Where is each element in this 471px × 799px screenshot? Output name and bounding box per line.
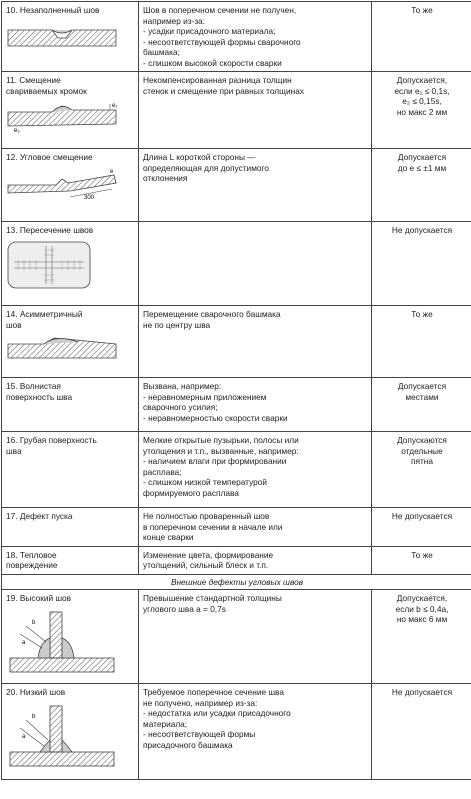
- rating-text: То же: [376, 309, 468, 320]
- defect-cell: [2, 508, 139, 547]
- high-fillet-weld-sketch: [6, 608, 118, 676]
- cause-text: Некомпенсированная разница толщин стенок и смещение при равных толщинах: [143, 75, 367, 96]
- defect-cell: [2, 684, 139, 780]
- rating-text: Не допускается: [376, 687, 468, 698]
- cause-cell: [139, 546, 372, 574]
- rating-cell: [372, 378, 471, 432]
- cause-cell: [139, 432, 372, 508]
- rating-cell: [372, 222, 471, 306]
- asymmetric-weld-sketch: [6, 334, 118, 362]
- fig-label-b: b: [32, 620, 36, 626]
- cause-cell: [139, 149, 372, 222]
- table-row: [2, 508, 471, 547]
- fig-label-b: b: [32, 714, 36, 720]
- table-row: [2, 432, 471, 508]
- cause-cell: [139, 508, 372, 547]
- cause-text: Перемещение сварочного башмака не по центру шва: [143, 309, 367, 330]
- defect-cell: [2, 432, 139, 508]
- defect-label: 17. Дефект пуска: [6, 511, 134, 522]
- fig-label-300: 300: [84, 195, 95, 201]
- rating-cell: [372, 306, 471, 378]
- rating-cell: [372, 2, 471, 72]
- fig-label-e: e: [110, 169, 114, 175]
- defect-label: 10. Незаполненный шов: [6, 5, 134, 16]
- defect-cell: [2, 72, 139, 149]
- cause-cell: [139, 590, 372, 684]
- rating-text: То же: [376, 550, 468, 561]
- defect-cell: [2, 546, 139, 574]
- defect-cell: [2, 2, 139, 72]
- weld-crossing-sketch: [6, 240, 92, 290]
- cause-cell: [139, 306, 372, 378]
- cause-text: Шов в поперечном сечении не получен, например из-за: - усадки присадочного материала; - несоответствующей формы сварочного башмака; - слишком высокой скорости сварки: [143, 5, 367, 68]
- table-row: [2, 2, 471, 72]
- section-title: Внешние дефекты угловых швов: [2, 574, 471, 590]
- fig-label-a: a: [22, 640, 26, 646]
- unfilled-weld-sketch: [6, 20, 118, 50]
- rating-cell: [372, 72, 471, 149]
- rating-cell: [372, 149, 471, 222]
- rating-cell: [372, 590, 471, 684]
- rating-cell: [372, 546, 471, 574]
- rating-text: Допускается, если e₁ ≤ 0,1s, e₂ ≤ 0,15s, но макс 2 мм: [376, 75, 468, 117]
- cause-text: Мелкие открытые пузырьки, полосы или утолщения и т.п., вызванные, например: - наличием влаги при формировании расплава; - слишком низкой температурой формируемого расплава: [143, 435, 367, 498]
- fig-label-e1: e₁: [112, 103, 117, 109]
- angular-offset-sketch: [6, 167, 118, 203]
- defect-label: 16. Грубая поверхность шва: [6, 435, 134, 456]
- defect-cell: [2, 590, 139, 684]
- rating-cell: [372, 508, 471, 547]
- defect-label: 18. Тепловое повреждение: [6, 550, 134, 571]
- cause-text: Длина L короткой стороны — определяющая для допустимого отклонения: [143, 152, 367, 184]
- defect-label: 15. Волнистая поверхность шва: [6, 381, 134, 402]
- table-row: [2, 149, 471, 222]
- rating-cell: [372, 684, 471, 780]
- rating-text: Допускается местами: [376, 381, 468, 402]
- defects-table: [1, 1, 471, 780]
- table-row: [2, 590, 471, 684]
- cause-cell: [139, 72, 372, 149]
- defect-label: 20. Низкий шов: [6, 687, 134, 698]
- cause-text: Изменение цвета, формирование утолщений, сильный блеск и т.п.: [143, 550, 367, 571]
- table-row: [2, 546, 471, 574]
- fig-label-a: a: [22, 734, 26, 740]
- defect-cell: [2, 378, 139, 432]
- cause-text: Превышение стандартной толщины углового шва a = 0,7s: [143, 593, 367, 614]
- edge-offset-sketch: [6, 100, 118, 134]
- section-header-row: [2, 574, 471, 590]
- rating-text: Допускается до e ≤ ±1 мм: [376, 152, 468, 173]
- rating-text: Допускаются отдельные пятна: [376, 435, 468, 467]
- cause-text: Вызвана, например: - неравномерным приложением сварочного усилия; - неравномерностью скорости сварки: [143, 381, 367, 423]
- rating-text: Не допускается: [376, 225, 468, 236]
- cause-cell: [139, 222, 372, 306]
- table-row: [2, 684, 471, 780]
- defect-cell: [2, 222, 139, 306]
- defect-label: 12. Угловое смещение: [6, 152, 134, 163]
- fig-label-e2: e₂: [14, 128, 20, 134]
- cause-text: Не полностью проваренный шов в поперечном сечении в начале или конце сварки: [143, 511, 367, 543]
- defect-label: 19. Высокий шов: [6, 593, 134, 604]
- defect-cell: [2, 149, 139, 222]
- low-fillet-weld-sketch: [6, 702, 118, 770]
- cause-cell: [139, 684, 372, 780]
- defect-cell: [2, 306, 139, 378]
- rating-text: То же: [376, 5, 468, 16]
- defect-label: 11. Смещение свариваемых кромок: [6, 75, 134, 96]
- defect-label: 14. Асимметричный шов: [6, 309, 134, 330]
- table-row: [2, 72, 471, 149]
- cause-cell: [139, 378, 372, 432]
- table-row: [2, 222, 471, 306]
- rating-text: Не допускается: [376, 511, 468, 522]
- cause-text: Требуемое поперечное сечение шва не получено, например из-за: - недостатка или усадки присадочного материала; - несоответствующей формы присадочного башмака: [143, 687, 367, 750]
- table-row: [2, 378, 471, 432]
- defect-label: 13. Пересечение швов: [6, 225, 134, 236]
- rating-text: Допускается, если b ≤ 0,4a, но макс 6 мм: [376, 593, 468, 625]
- rating-cell: [372, 432, 471, 508]
- table-row: [2, 306, 471, 378]
- cause-cell: [139, 2, 372, 72]
